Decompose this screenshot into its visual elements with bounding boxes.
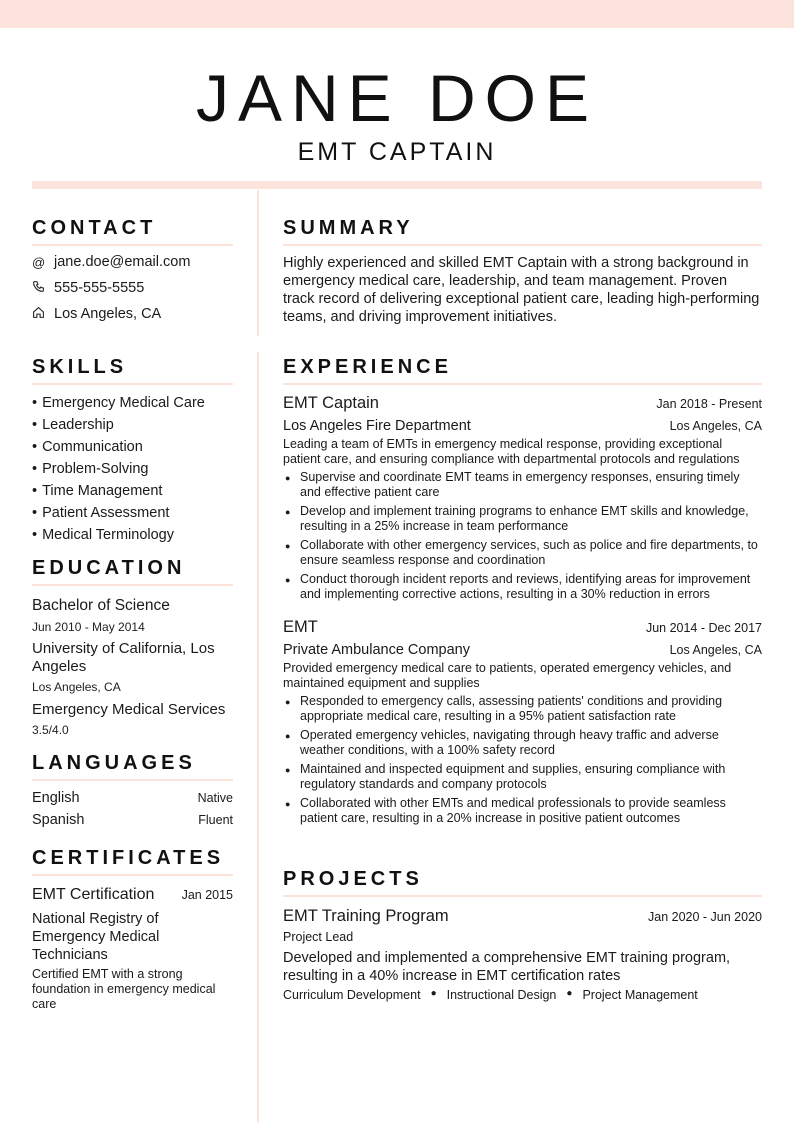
section-heading: CERTIFICATES bbox=[32, 847, 225, 869]
experience-section bbox=[283, 355, 762, 830]
job-location: Los Angeles, CA bbox=[669, 643, 762, 657]
job-entry bbox=[283, 618, 762, 826]
summary-section bbox=[283, 216, 762, 326]
language-name: English bbox=[32, 790, 80, 806]
certificate-date: Jan 2015 bbox=[181, 888, 233, 902]
column-divider bbox=[257, 352, 259, 1123]
project-tag: Instructional Design bbox=[446, 988, 557, 1002]
job-bullet: ● Responded to emergency calls, assessing patients' conditions and providing appropriate medical care, resulting in a 95% patient satisfaction rate bbox=[283, 694, 762, 724]
tag-separator: ● bbox=[566, 988, 573, 999]
phone-icon bbox=[32, 280, 54, 296]
projects-section bbox=[283, 867, 762, 1002]
job-bullet: ● Conduct thorough incident reports and reviews, identifying areas for improvement and implementing corrective actions, resulting in a 30% reduction in errors bbox=[283, 572, 762, 602]
language-level: Native bbox=[197, 791, 233, 805]
contact-phone[interactable] bbox=[32, 278, 233, 298]
section-heading: LANGUAGES bbox=[32, 752, 196, 774]
project-description: Developed and implemented a comprehensive EMT training program, resulting in a 40% increase in EMT certification rates bbox=[283, 950, 731, 984]
skill-item: • Problem-Solving bbox=[32, 458, 233, 480]
job-bullet: ● Supervise and coordinate EMT teams in emergency responses, ensuring timely and effective patient care bbox=[283, 470, 762, 500]
section-rule bbox=[283, 244, 762, 246]
job-title: EMT Captain bbox=[283, 394, 379, 412]
contact-section bbox=[32, 216, 233, 324]
language-row bbox=[32, 809, 233, 831]
job-location: Los Angeles, CA bbox=[669, 419, 762, 433]
job-bullet: ● Develop and implement training programs to enhance EMT skills and knowledge, resulting in a 25% increase in team performance bbox=[283, 504, 762, 534]
job-entry bbox=[283, 394, 762, 602]
summary-text: Highly experienced and skilled EMT Captain with a strong background in emergency medical care, leadership, and team management. Proven track record of delivering exceptional patient care, leading high-performing teams, and driving improvement initiatives. bbox=[283, 255, 760, 325]
language-level: Fluent bbox=[198, 813, 233, 827]
header-divider bbox=[32, 181, 762, 189]
email-text: jane.doe@email.com bbox=[54, 254, 191, 270]
skill-item: • Emergency Medical Care bbox=[32, 392, 233, 414]
job-dates: Jun 2014 - Dec 2017 bbox=[645, 621, 762, 635]
tag-separator: ● bbox=[430, 988, 437, 999]
skill-item: • Patient Assessment bbox=[32, 502, 233, 524]
section-rule bbox=[32, 383, 233, 385]
section-heading: CONTACT bbox=[32, 217, 157, 239]
certificates-section bbox=[32, 846, 233, 1012]
home-icon bbox=[32, 306, 54, 322]
education-school: University of California, Los Angeles bbox=[32, 640, 215, 675]
certificate-header bbox=[32, 886, 233, 904]
section-rule bbox=[32, 874, 233, 876]
top-accent-band bbox=[0, 0, 794, 28]
skill-item: • Leadership bbox=[32, 414, 233, 436]
education-section bbox=[32, 556, 233, 738]
language-name: Spanish bbox=[32, 812, 85, 828]
job-bullet: ● Operated emergency vehicles, navigating through heavy traffic and adverse weather conditions, with a 100% safety record bbox=[283, 728, 762, 758]
education-location: Los Angeles, CA bbox=[32, 680, 121, 694]
location-text: Los Angeles, CA bbox=[54, 306, 162, 322]
certificate-name: EMT Certification bbox=[32, 886, 155, 903]
section-heading: PROJECTS bbox=[283, 868, 423, 890]
job-bullet: ● Collaborate with other emergency services, such as police and fire departments, to ensure seamless response and coordination bbox=[283, 538, 762, 568]
job-bullet: ● Maintained and inspected equipment and supplies, ensuring compliance with regulatory standards and company protocols bbox=[283, 762, 762, 792]
job-description: Provided emergency medical care to patients, operated emergency vehicles, and maintained equipment and supplies bbox=[283, 661, 732, 690]
job-company: Los Angeles Fire Department bbox=[283, 418, 471, 434]
section-rule bbox=[32, 779, 233, 781]
job-bullet: ● Collaborated with other EMTs and medical professionals to provide seamless patient care, resulting in a 20% increase in positive patient outcomes bbox=[283, 796, 762, 826]
certificate-issuer: National Registry of Emergency Medical Technicians bbox=[32, 911, 160, 963]
candidate-title: EMT CAPTAIN bbox=[297, 138, 497, 166]
project-tags bbox=[283, 988, 762, 1002]
job-bullets bbox=[283, 470, 762, 602]
phone-text: 555-555-5555 bbox=[54, 280, 145, 296]
job-dates: Jan 2018 - Present bbox=[656, 397, 762, 411]
column-divider bbox=[257, 190, 259, 336]
project-name: EMT Training Program bbox=[283, 907, 449, 925]
education-gpa: 3.5/4.0 bbox=[32, 723, 69, 737]
skills-section bbox=[32, 355, 233, 546]
skills-list bbox=[32, 392, 233, 546]
section-heading: EDUCATION bbox=[32, 557, 186, 579]
section-rule bbox=[283, 895, 762, 897]
section-rule bbox=[32, 244, 233, 246]
candidate-name: JANE DOE bbox=[195, 61, 599, 135]
skill-item: • Communication bbox=[32, 436, 233, 458]
job-title: EMT bbox=[283, 618, 318, 636]
project-dates: Jan 2020 - Jun 2020 bbox=[648, 910, 762, 924]
job-company: Private Ambulance Company bbox=[283, 642, 470, 658]
education-dates: Jun 2010 - May 2014 bbox=[32, 620, 145, 634]
section-heading: SKILLS bbox=[32, 356, 128, 378]
contact-location bbox=[32, 304, 233, 324]
job-bullets bbox=[283, 694, 762, 826]
languages-section bbox=[32, 751, 233, 831]
project-role: Project Lead bbox=[283, 930, 354, 944]
job-description: Leading a team of EMTs in emergency medical response, providing exceptional patient care, and ensuring compliance with departmental protocols and regulations bbox=[283, 437, 740, 466]
at-icon: @ bbox=[32, 254, 46, 270]
section-rule bbox=[32, 584, 233, 586]
section-rule bbox=[283, 383, 762, 385]
contact-email[interactable] bbox=[32, 252, 233, 272]
section-heading: SUMMARY bbox=[283, 217, 414, 239]
project-tag: Curriculum Development bbox=[283, 988, 421, 1002]
section-heading: EXPERIENCE bbox=[283, 356, 452, 378]
education-field: Emergency Medical Services bbox=[32, 701, 226, 718]
education-degree: Bachelor of Science bbox=[32, 597, 170, 614]
language-row bbox=[32, 787, 233, 809]
project-tag: Project Management bbox=[582, 988, 698, 1002]
skill-item: • Medical Terminology bbox=[32, 524, 233, 546]
certificate-description: Certified EMT with a strong foundation in emergency medical care bbox=[32, 967, 216, 1011]
skill-item: • Time Management bbox=[32, 480, 233, 502]
